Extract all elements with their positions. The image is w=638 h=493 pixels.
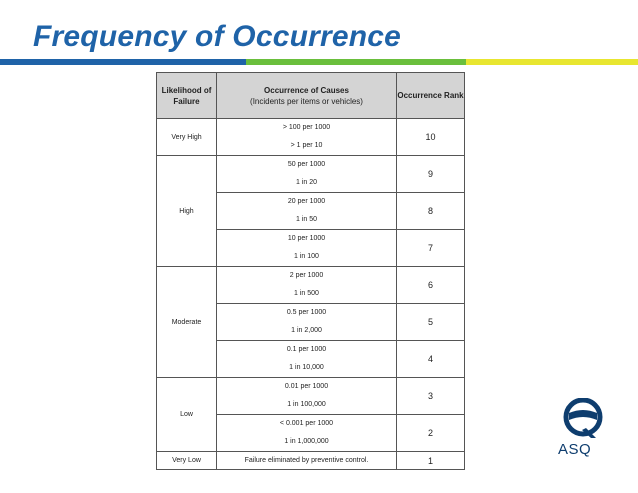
causes-rate: 2 per 1000: [289, 272, 324, 279]
table-row: [157, 156, 465, 193]
rank-cell: 9: [397, 156, 465, 193]
causes-cell: [217, 267, 397, 304]
table-row: [157, 452, 465, 470]
rank-cell: 1: [397, 452, 465, 470]
rank-cell: 10: [397, 119, 465, 156]
causes-ratio: 1 in 2,000: [291, 327, 322, 334]
header-likelihood: Likelihood of Failure: [157, 73, 217, 119]
causes-rate: > 100 per 1000: [282, 124, 331, 131]
causes-ratio: 1 in 50: [295, 216, 318, 223]
causes-rate: 0.01 per 1000: [284, 383, 329, 390]
rank-cell: 3: [397, 378, 465, 415]
causes-cell: [217, 230, 397, 267]
likelihood-cell: Moderate: [157, 267, 217, 378]
causes-ratio: 1 in 10,000: [289, 364, 324, 371]
table-header-row: [157, 73, 465, 119]
causes-rate: < 0.001 per 1000: [279, 420, 334, 427]
likelihood-cell: Very Low: [157, 452, 217, 470]
causes-cell: [217, 341, 397, 378]
likelihood-cell: High: [157, 156, 217, 267]
causes-ratio: 1 in 100,000: [287, 401, 326, 408]
causes-ratio: 1 in 100: [294, 253, 319, 260]
header-rank: Occurrence Rank: [397, 73, 465, 119]
causes-rate: 50 per 1000: [287, 161, 326, 168]
causes-ratio: > 1 per 10: [290, 142, 323, 149]
causes-rate: 10 per 1000: [287, 235, 326, 242]
header-causes: [217, 73, 397, 119]
table-row: [157, 267, 465, 304]
causes-cell: Failure eliminated by preventive control.: [217, 452, 397, 470]
causes-rate: 0.1 per 1000: [286, 346, 327, 353]
causes-cell: [217, 415, 397, 452]
causes-ratio: 1 in 500: [294, 290, 319, 297]
causes-rate: 0.5 per 1000: [286, 309, 327, 316]
causes-ratio: 1 in 20: [295, 179, 318, 186]
causes-cell: [217, 378, 397, 415]
title-underline-yellow: [466, 59, 638, 65]
slide-title: Frequency of Occurrence: [33, 20, 402, 53]
occurrence-table: [156, 72, 465, 470]
rank-cell: 4: [397, 341, 465, 378]
rank-cell: 2: [397, 415, 465, 452]
causes-ratio: 1 in 1,000,000: [284, 438, 329, 445]
causes-cell: [217, 193, 397, 230]
asq-logo-text: ASQ: [558, 441, 592, 458]
causes-cell: [217, 119, 397, 156]
table-row: [157, 119, 465, 156]
causes-cell: [217, 304, 397, 341]
rank-cell: 5: [397, 304, 465, 341]
header-causes-subtitle: (Incidents per items or vehicles): [250, 96, 363, 106]
likelihood-cell: Low: [157, 378, 217, 452]
title-underline-green: [246, 59, 466, 65]
causes-rate: 20 per 1000: [287, 198, 326, 205]
likelihood-cell: Very High: [157, 119, 217, 156]
rank-cell: 6: [397, 267, 465, 304]
rank-cell: 7: [397, 230, 465, 267]
table-row: [157, 378, 465, 415]
causes-cell: [217, 156, 397, 193]
title-underline-blue: [0, 59, 246, 65]
header-causes-title: Occurrence of Causes: [264, 85, 349, 95]
rank-cell: 8: [397, 193, 465, 230]
